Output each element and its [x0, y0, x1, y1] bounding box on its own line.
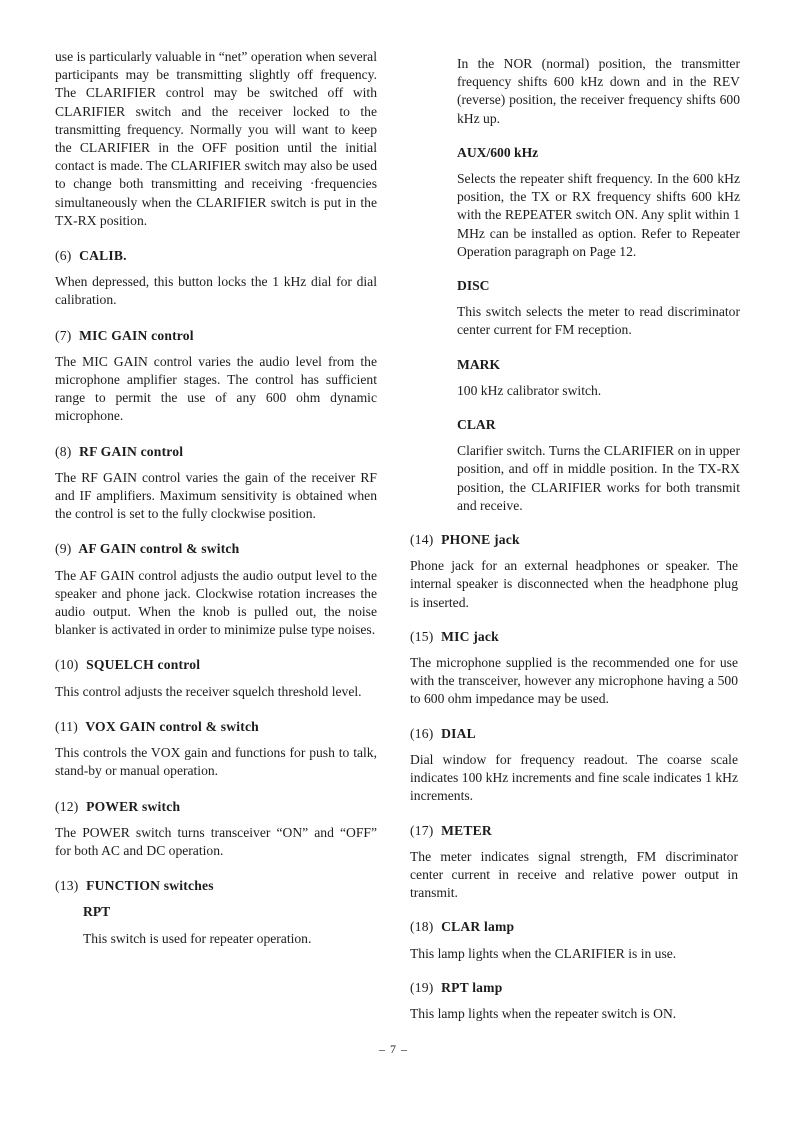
- subsection-clar: [457, 416, 740, 515]
- section-body: This controls the VOX gain and functions for push to talk, stand-by or manual operation.: [55, 745, 377, 779]
- section-body: The MIC GAIN control varies the audio level from the microphone amplifier stages. The control has sufficient range to permit the use of any 600 ohm dynamic microphone.: [55, 353, 377, 424]
- section-meter: [410, 822, 738, 903]
- subsection-mark: [457, 356, 740, 400]
- section-heading: (17) METER: [410, 822, 492, 838]
- section-heading: (15) MIC jack: [410, 628, 499, 644]
- section-body: Dial window for frequency readout. The coarse scale indicates 100 kHz increments and fine scale indicates 1 kHz increments.: [410, 751, 738, 804]
- section-rpt-lamp: [410, 979, 738, 1023]
- section-body: This control adjusts the receiver squelch threshold level.: [55, 683, 362, 699]
- section-clar-lamp: [410, 918, 738, 962]
- subsection-body: Selects the repeater shift frequency. In the 600 kHz position, the TX or RX frequency shifts 600 kHz with the REPEATER switch ON. Any split within 1 MHz can be installed as option. Refer to Repeater Operation paragraph on Page 12.: [457, 171, 740, 259]
- section-function: [55, 877, 377, 948]
- section-body: The POWER switch turns transceiver “ON” and “OFF” for both AC and DC operation.: [55, 824, 377, 858]
- section-body: The meter indicates signal strength, FM discriminator center current in receive and relative power output in transmit.: [410, 848, 738, 901]
- subsection-heading: AUX/600 kHz: [457, 144, 539, 160]
- section-heading: (18) CLAR lamp: [410, 919, 515, 935]
- section-mic-jack: [410, 628, 738, 709]
- intro-paragraph: [55, 48, 377, 230]
- section-rf-gain: [55, 443, 377, 524]
- section-heading: (10) SQUELCH control: [55, 657, 201, 673]
- section-heading: (6) CALIB.: [55, 248, 127, 264]
- section-phone-jack: [410, 531, 738, 612]
- subsection-nor-rev: [457, 55, 740, 128]
- section-heading: (16) DIAL: [410, 725, 476, 741]
- section-body: This lamp lights when the CLARIFIER is in use.: [410, 945, 677, 961]
- section-body: Phone jack for an external headphones or speaker. The internal speaker is disconnected when the headphone plug is inserted.: [410, 558, 738, 610]
- subsection-body: This switch selects the meter to read discriminator center current for FM reception.: [457, 304, 740, 338]
- left-column: [55, 48, 377, 965]
- section-body: The AF GAIN control adjusts the audio output level to the speaker and phone jack. Clockwise rotation increases the audio output. When the knob is pulled out, the noise blanker is activated in order to minimize pulse type noises.: [55, 567, 377, 638]
- section-body: The RF GAIN control varies the gain of the receiver RF and IF amplifiers. Maximum sensitivity is obtained when the control is set to the fully clockwise position.: [55, 469, 377, 522]
- section-vox-gain: [55, 718, 377, 781]
- subsection-body: Clarifier switch. Turns the CLARIFIER on in upper position, and off in middle position. In the TX-RX position, the CLARIFIER works for both transmit and receive.: [457, 443, 740, 513]
- subsection-heading: MARK: [457, 356, 501, 372]
- section-heading: (13) FUNCTION switches: [55, 878, 214, 894]
- subsection-body: 100 kHz calibrator switch.: [457, 382, 602, 398]
- section-heading: (9) AF GAIN control & switch: [55, 541, 240, 557]
- section-dial: [410, 725, 738, 806]
- section-body: When depressed, this button locks the 1 kHz dial for dial calibration.: [55, 274, 377, 308]
- section-body: The microphone supplied is the recommended one for use with the transceiver, however any microphone having a 500 to 600 ohm impedance may be used.: [410, 655, 738, 707]
- section-heading: (8) RF GAIN control: [55, 443, 184, 459]
- page-number: – 7 –: [379, 1042, 408, 1056]
- subsection-heading: CLAR: [457, 417, 496, 433]
- section-heading: (14) PHONE jack: [410, 532, 520, 548]
- section-power: [55, 798, 377, 861]
- subsection-heading: RPT: [83, 904, 111, 920]
- intro-text: use is particularly valuable in “net” operation when several participants may be transmitting slightly off frequency. The CLARIFIER control may be switched off with CLARIFIER switch and the receiver locked to the transmitting frequency. Normally you will want to keep the CLARIFIER in the OFF position until the initial contact is made. The CLARIFIER switch may also be used to change both transmitting and receiving ·frequencies simultaneously when the CLARIFIER switch is put in the TX-RX position.: [55, 49, 377, 228]
- subsection-rpt: [83, 903, 377, 947]
- section-af-gain: [55, 540, 377, 639]
- section-body: This lamp lights when the repeater switch is ON.: [410, 1005, 677, 1021]
- subsection-disc: [457, 277, 740, 340]
- section-calib: [55, 247, 377, 310]
- right-column: [410, 55, 738, 1039]
- subsection-aux-600: [457, 144, 740, 261]
- subsection-heading: DISC: [457, 278, 490, 294]
- section-heading: (7) MIC GAIN control: [55, 327, 194, 343]
- section-squelch: [55, 656, 377, 700]
- section-mic-gain: [55, 327, 377, 426]
- section-heading: (19) RPT lamp: [410, 979, 503, 995]
- section-heading: (12) POWER switch: [55, 798, 181, 814]
- subsection-body: In the NOR (normal) position, the transmitter frequency shifts 600 kHz down and in the REV (reverse) position, the receiver frequency shifts 600 kHz up.: [457, 56, 740, 126]
- section-heading: (11) VOX GAIN control & switch: [55, 718, 259, 734]
- subsection-body: This switch is used for repeater operation.: [83, 930, 312, 946]
